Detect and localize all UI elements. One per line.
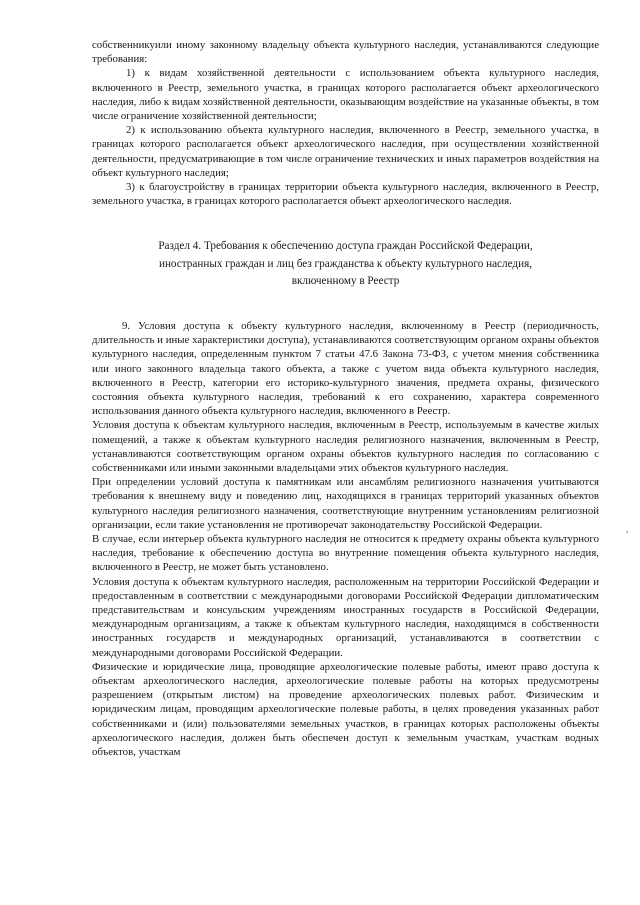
document-body [92,38,599,759]
paragraph-international: Условия доступа к объектам культурного наследия, расположенным на территории Российской Федерации и предоставленным в соответствии с международными договорами Российской Федерации дипломатическим представительствам и консульским учреждениям иностранных государств в Российской Федерации, международным организациям, а также к объектам культурного наследия, находящимся в собственности иностранных государств и международных организаций, устанавливаются в соответствии с международными договорами Российской Федерации. [92,575,599,659]
paragraph-access-residential: Условия доступа к объектам культурного наследия, включенным в Реестр, используемым в качестве жилых помещений, а также к объектам культурного наследия религиозного назначения, включенным в Реестр, устанавливаются соответствующим органом охраны объектов культурного наследия по согласованию с собственниками или иными законными владельцами этих объектов культурного наследия. [92,419,599,474]
requirement-item-1: 1) к видам хозяйственной деятельности с использованием объекта культурного наследия, включенного в Реестр, земельного участка, в границах которого располагается объект археологического наследия, либо к видам хозяйственной деятельности, оказывающим воздействие на указанные объекты, в том числе ограничение хозяйственной деятельности; [92,67,599,123]
requirement-item-2: 2) к использованию объекта культурного наследия, включенного в Реестр, земельного участка, в границах которого располагается объект археологического наследия, при осуществлении хозяйственной деятельности, предусматривающие в том числе ограничение технических и иных параметров воздействия на объект культурного наследия; [92,124,599,179]
paragraph-intro: собственникуили иному законному владельцу объекта культурного наследия, устанавливаются следующие требования: [92,39,599,66]
paragraph-access-religious: При определении условий доступа к памятникам или ансамблям религиозного назначения учитываются требования к внешнему виду и поведению лиц, находящихся в границах территорий указанных объектов культурного наследия религиозного назначения, соответствующие внутренним установлениям религиозной организации, если такие установления не противоречат законодательству Российской Федерации. [92,476,599,531]
section-heading [92,238,599,291]
margin-mark: , [626,524,629,534]
section-heading-line-1: Раздел 4. Требования к обеспечению доступа граждан Российской Федерации, [158,240,533,253]
requirement-item-3: 3) к благоустройству в границах территории объекта культурного наследия, включенного в Реестр, земельного участка, в границах которого располагается объект археологического наследия. [92,181,599,208]
paragraph-archaeological: Физические и юридические лица, проводящие археологические полевые работы, имеют право доступа к объектам археологического наследия, археологические полевые работы на которых предусмотрены разрешением (открытым листом) на проведение археологических полевых работ. Физическим и юридическим лицам, проводящим археологические полевые работы, в целях проведения указанных работ собственниками и (или) пользователями земельных участков, в границах которых расположены объекты археологического наследия, должен быть обеспечен доступ к земельным участкам, участкам водных объектов, участкам [92,660,599,759]
paragraph-interior: В случае, если интерьер объекта культурного наследия не относится к предмету охраны объекта культурного наследия, требование к обеспечению доступа во внутренние помещения объекта культурного наследия, включенного в Реестр, не может быть установлено. [92,532,599,574]
section-heading-line-2: иностранных граждан и лиц без гражданства к объекту культурного наследия, [158,257,533,270]
section-heading-line-3: включенному в Реестр [291,275,400,288]
paragraph-9: 9. Условия доступа к объекту культурного наследия, включенному в Реестр (периодичность, длительность и иные характеристики доступа), устанавливаются соответствующим органом охраны объектов культурного наследия, определенным пунктом 7 статьи 47.6 Закона 73-ФЗ, с учетом мнения собственника или иного законного владельца такого объекта, а также с учетом вида объекта культурного наследия, включенного в Реестр, категории его историко-культурного значения, предмета охраны, физического состояния объекта культурного наследия, требований к его сохранению, характера современного использования данного объекта культурного наследия, включенного в Реестр. [92,319,599,418]
